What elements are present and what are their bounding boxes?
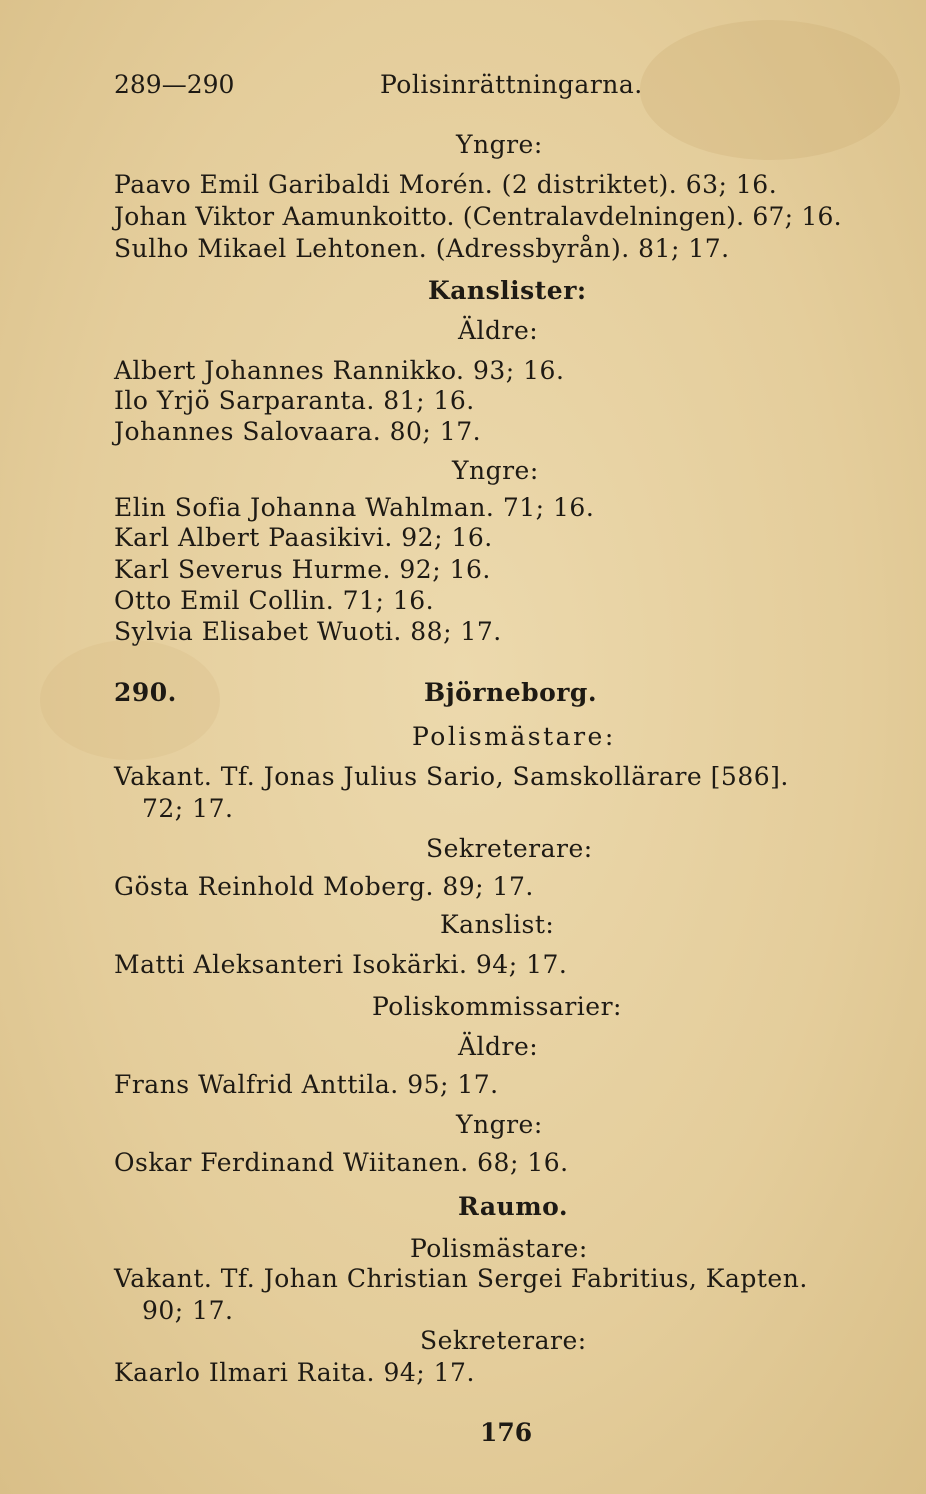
page-number: 176: [480, 1418, 533, 1447]
paper-stain: [640, 20, 900, 160]
entry-line: Frans Walfrid Anttila. 95; 17.: [114, 1070, 499, 1099]
entry-line: Johan Viktor Aamunkoitto. (Centralavdelningen). 67; 16.: [114, 202, 842, 231]
entry-line: Paavo Emil Garibaldi Morén. (2 distriktet). 63; 16.: [114, 170, 778, 199]
heading-polismastare: Polismästare:: [412, 722, 616, 751]
heading-yngre: Yngre:: [452, 456, 539, 485]
entry-line: Matti Aleksanteri Isokärki. 94; 17.: [114, 950, 568, 979]
header-title: Polisinrättningarna.: [380, 70, 643, 99]
entry-line: Oskar Ferdinand Wiitanen. 68; 16.: [114, 1148, 569, 1177]
entry-line: 72; 17.: [142, 794, 234, 823]
heading-yngre: Yngre:: [456, 130, 543, 159]
entry-line: Vakant. Tf. Jonas Julius Sario, Samskollärare [586].: [114, 762, 789, 791]
entry-line: Johannes Salovaara. 80; 17.: [114, 417, 482, 446]
entry-line: Albert Johannes Rannikko. 93; 16.: [114, 356, 565, 385]
heading-aldre: Äldre:: [458, 1032, 539, 1061]
entry-line: Otto Emil Collin. 71; 16.: [114, 586, 435, 615]
entry-line: Sulho Mikael Lehtonen. (Adressbyrån). 81; 17.: [114, 234, 730, 263]
heading-sekreterare: Sekreterare:: [426, 834, 593, 863]
entry-line: Karl Severus Hurme. 92; 16.: [114, 555, 491, 584]
section-title-bjorneborg: Björneborg.: [424, 678, 598, 707]
entry-line: Ilo Yrjö Sarparanta. 81; 16.: [114, 386, 475, 415]
heading-poliskommissarier: Poliskommissarier:: [372, 992, 622, 1021]
heading-kanslist: Kanslist:: [440, 910, 555, 939]
section-number: 290.: [114, 678, 177, 707]
heading-sekreterare: Sekreterare:: [420, 1326, 587, 1355]
heading-kanslister: Kanslister:: [428, 276, 587, 305]
entry-line: 90; 17.: [142, 1296, 234, 1325]
entry-line: Gösta Reinhold Moberg. 89; 17.: [114, 872, 534, 901]
heading-polismastare: Polismästare:: [410, 1234, 588, 1263]
section-title-raumo: Raumo.: [458, 1192, 569, 1221]
entry-line: Elin Sofia Johanna Wahlman. 71; 16.: [114, 493, 595, 522]
entry-line: Kaarlo Ilmari Raita. 94; 17.: [114, 1358, 475, 1387]
entry-line: Vakant. Tf. Johan Christian Sergei Fabritius, Kapten.: [114, 1264, 808, 1293]
header-page-range: 289—290: [114, 70, 235, 99]
heading-yngre: Yngre:: [456, 1110, 543, 1139]
heading-aldre: Äldre:: [458, 316, 539, 345]
entry-line: Karl Albert Paasikivi. 92; 16.: [114, 523, 493, 552]
entry-line: Sylvia Elisabet Wuoti. 88; 17.: [114, 617, 502, 646]
